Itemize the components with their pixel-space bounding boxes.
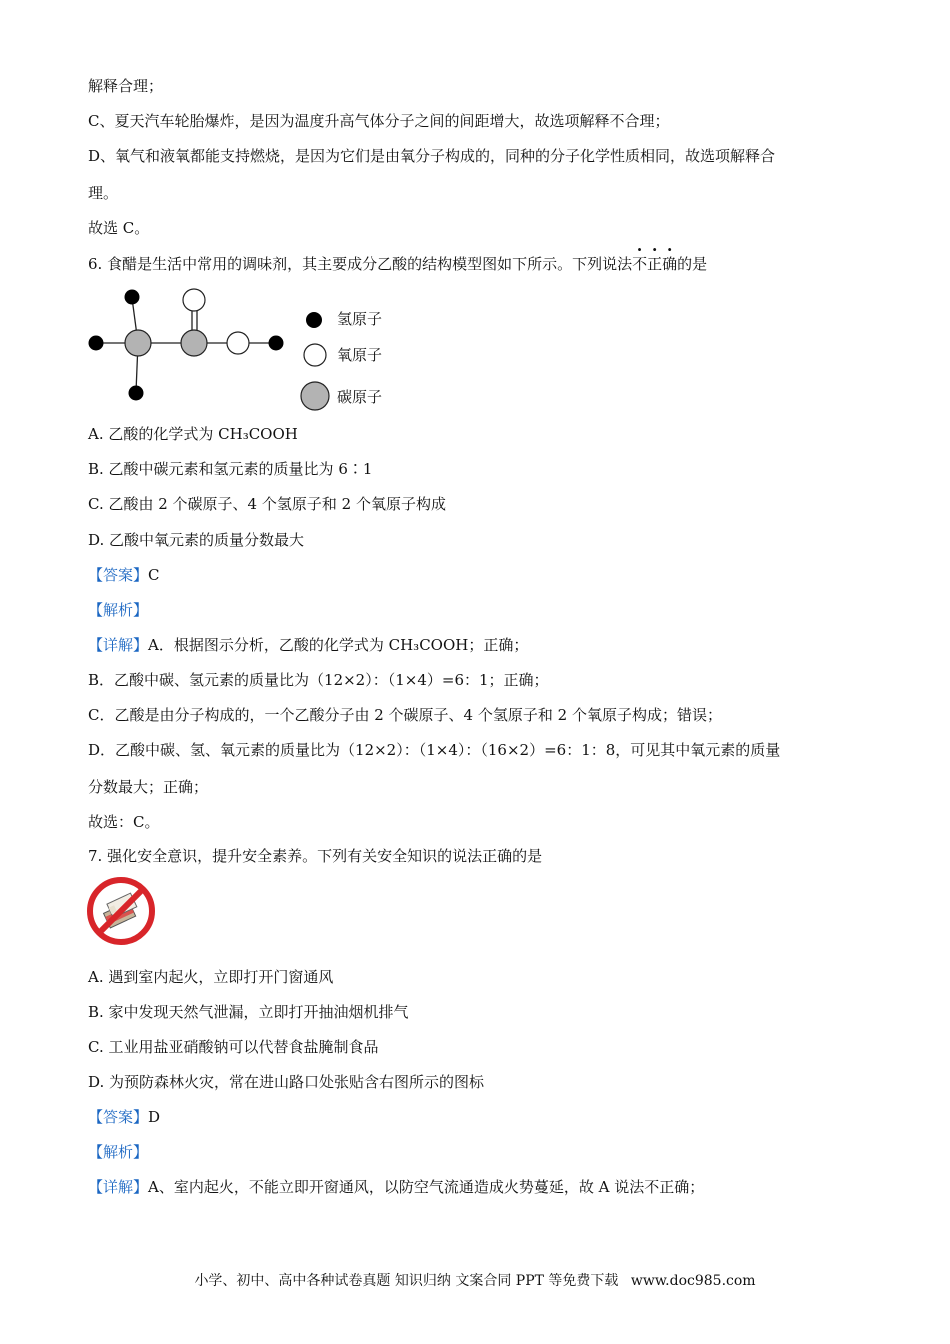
text-line: 理。 [88, 184, 119, 202]
option-c: C. 工业用盐亚硝酸钠可以代替食盐腌制食品 [88, 1038, 379, 1056]
oxygen-atom [183, 289, 205, 311]
detail-tag: 【详解】 [88, 1178, 149, 1196]
option-c: C. 乙酸由 2 个碳原子、4 个氢原子和 2 个氧原子构成 [88, 495, 446, 513]
legend-carbon-label: 碳原子 [337, 388, 383, 406]
emphasis-char: 确 [662, 255, 678, 273]
text-line: C、夏天汽车轮胎爆炸，是因为温度升高气体分子之间的间距增大，故选项解释不合理； [88, 112, 670, 130]
detail-line: 分数最大；正确； [88, 778, 209, 796]
hydrogen-atom [125, 290, 140, 305]
option-b: B. 家中发现天然气泄漏，立即打开抽油烟机排气 [88, 1003, 409, 1021]
answer-value: D [148, 1108, 161, 1126]
option-b: B. 乙酸中碳元素和氢元素的质量比为 6∶1 [88, 460, 373, 478]
detail-tag: 【详解】 [88, 636, 149, 654]
hydrogen-atom [89, 336, 104, 351]
question-6-stem: 6. 食醋是生活中常用的调味剂，其主要成分乙酸的结构模型图如下所示。下列说法不正确的是 [88, 255, 708, 273]
answer-value: C [148, 566, 160, 584]
option-d: D. 乙酸中氧元素的质量分数最大 [88, 531, 305, 549]
emphasis-char: 正 [647, 255, 663, 273]
detail-line: C．乙酸是由分子构成的，一个乙酸分子由 2 个碳原子、4 个氢原子和 2 个氧原子构成；错误； [88, 706, 722, 724]
oxygen-legend-icon [302, 342, 328, 368]
detail-line: B．乙酸中碳、氢元素的质量比为（12×2）：（1×4）=6：1；正确； [88, 671, 549, 689]
emphasis-char: 不 [632, 255, 648, 273]
text-line: D、氧气和液氧都能支持燃烧，是因为它们是由氧分子构成的，同种的分子化学性质相同，故选项解释合 [88, 147, 776, 165]
detail-line: 【详解】A、室内起火，不能立即开窗通风，以防空气流通造成火势蔓延，故 A 说法不正确； [88, 1178, 705, 1196]
hydrogen-atom [269, 336, 284, 351]
answer-line [88, 1107, 160, 1127]
molecule-diagram [80, 280, 300, 410]
analysis-tag: 【解析】 [88, 601, 149, 619]
hydrogen-atom [129, 386, 144, 401]
text-line: 故选 C。 [88, 219, 150, 237]
page-footer [0, 1270, 950, 1290]
option-a: A. 乙酸的化学式为 CH₃COOH [88, 425, 298, 443]
question-7-stem: 7. 强化安全意识，提升安全素养。下列有关安全知识的说法正确的是 [88, 847, 543, 865]
carbon-atom [181, 330, 207, 356]
oxygen-atom [227, 332, 249, 354]
carbon-legend-icon [299, 380, 331, 412]
detail-line: D．乙酸中碳、氢、氧元素的质量比为（12×2）：（1×4）：（16×2）=6：1：8，可见其中氧元素的质量 [88, 741, 781, 759]
detail-line: 【详解】A．根据图示分析，乙酸的化学式为 CH₃COOH；正确； [88, 636, 529, 654]
answer-line [88, 565, 160, 585]
legend-oxygen-label: 氧原子 [337, 346, 383, 364]
carbon-atom [125, 330, 151, 356]
analysis-tag: 【解析】 [88, 1143, 149, 1161]
hydrogen-legend-icon [304, 310, 324, 330]
footer-link[interactable]: www.doc985.com [630, 1273, 756, 1289]
answer-tag: 【答案】 [88, 1108, 149, 1126]
no-matches-sign-icon [86, 876, 156, 946]
footer-text: 小学、初中、高中各种试卷真题 知识归纳 文案合同 PPT 等免费下载 [194, 1273, 619, 1289]
answer-tag: 【答案】 [88, 566, 149, 584]
text-line: 解释合理； [88, 77, 164, 95]
option-a: A. 遇到室内起火，立即打开门窗通风 [88, 968, 334, 986]
conclusion-line: 故选：C。 [88, 813, 160, 831]
legend-hydrogen-label: 氢原子 [337, 310, 383, 328]
option-d: D. 为预防森林火灾，常在进山路口处张贴含右图所示的图标 [88, 1073, 485, 1091]
